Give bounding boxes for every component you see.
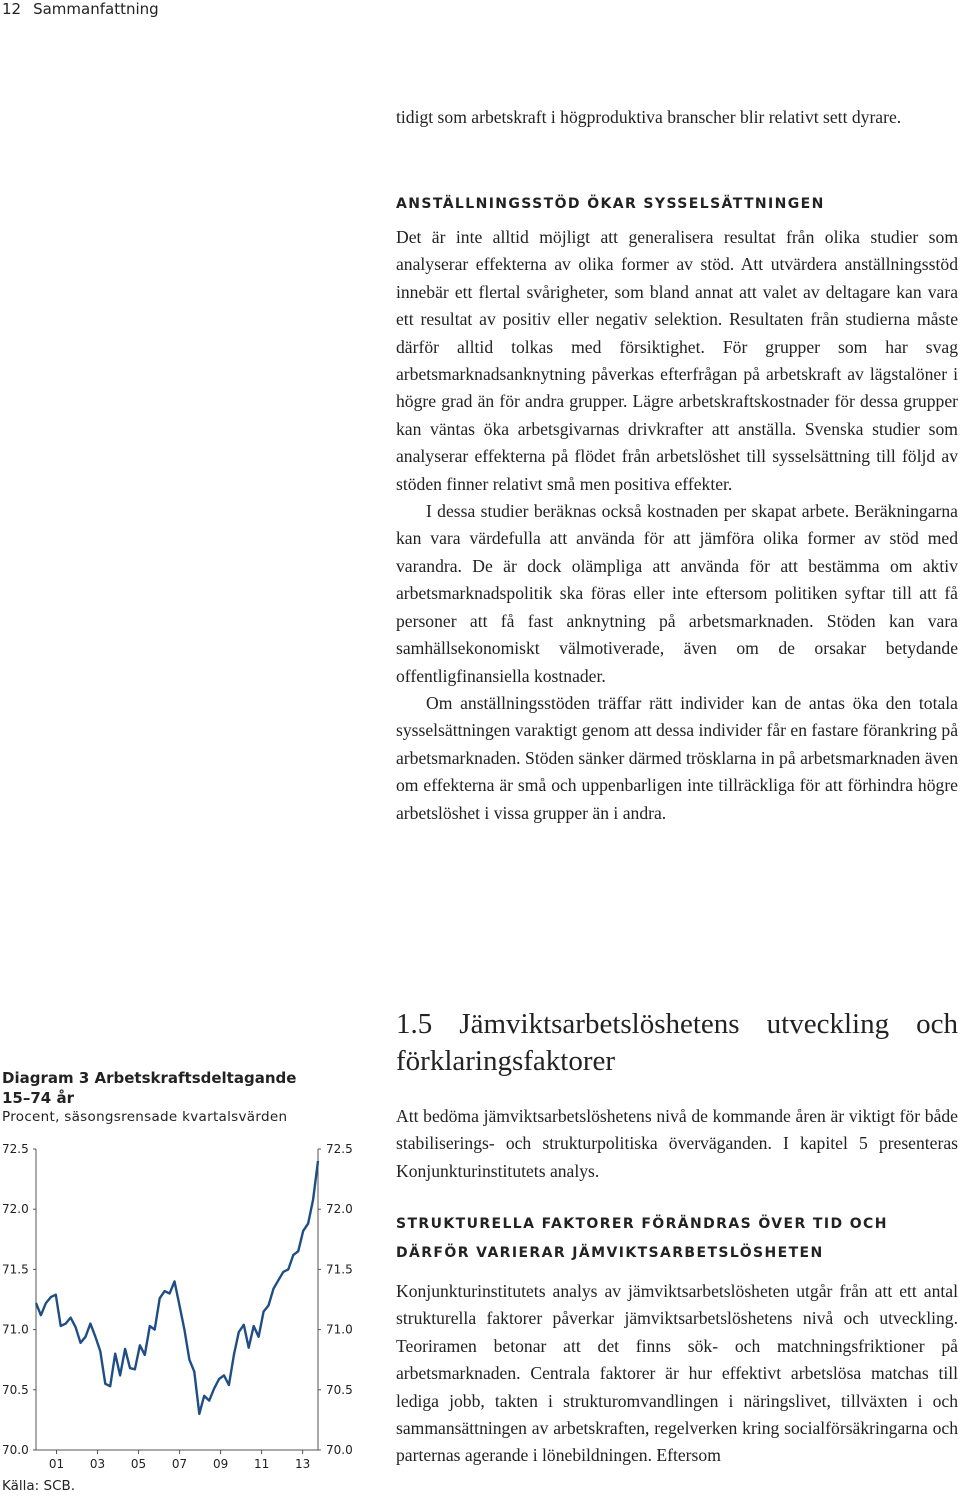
chapter-heading: 1.5 Jämviktsarbetslöshetens utveckling och förklaringsfaktorer — [396, 1008, 958, 1077]
y-tick-label-right: 72.0 — [326, 1202, 353, 1217]
y-tick-label-right: 70.0 — [326, 1443, 353, 1457]
intro-text: tidigt som arbetskraft i högproduktiva branscher blir relativt sett dyrare. — [396, 107, 902, 127]
paragraph: I dessa studier beräknas också kostnaden per skapat arbete. Beräkningarna kan vara värdefulla att använda för att jämföra olika former av stöd med varandra. De är dock olämpliga att använda för att bestämma om aktiv arbetsmarknadspolitik ska föras eller inte eftersom politiken syftar till att få personer att få fast anknytning på arbetsmarknaden. Stöden kan vara samhällsekonomiskt välmotiverade, även om de orsakar betydande offentligfinansiella kostnader. — [396, 501, 958, 686]
paragraph: Konjunkturinstitutets analys av jämviktsarbetslösheten utgår från att ett antal strukturella faktorer påverkar jämviktsarbetslöshetens nivå och utveckling. Teoriramen betonar att det finns sök- och matchningsfriktioner på arbetsmarknaden. Centrala faktorer är hur effektivt arbetslösa matchas till lediga jobb, takten i strukturomvandlingen i näringslivet, tillväxten i och sammansättningen av arbetskraften, regelverken kring socialförsäkringarna och parternas agerande i lönebildningen. Eftersom — [396, 1281, 958, 1466]
y-tick-label-left: 72.5 — [2, 1142, 29, 1156]
y-tick-label-left: 70.5 — [2, 1382, 29, 1397]
y-tick-label-left: 71.0 — [2, 1322, 29, 1337]
y-tick-label-left: 71.5 — [2, 1262, 29, 1277]
x-tick-label: 13 — [294, 1457, 311, 1471]
y-tick-label-right: 71.5 — [326, 1262, 353, 1277]
heading-line: DÄRFÖR VARIERAR JÄMVIKTSARBETSLÖSHETEN — [396, 1245, 824, 1261]
line-chart — [0, 1138, 370, 1473]
section-heading — [396, 1210, 958, 1268]
heading-line: STRUKTURELLA FAKTORER FÖRÄNDRAS ÖVER TID OCH — [396, 1216, 888, 1232]
y-tick-label-left: 70.0 — [2, 1443, 29, 1457]
section-heading: ANSTÄLLNINGSSTÖD ÖKAR SYSSELSÄTTNINGEN — [396, 196, 825, 212]
paragraph: Om anställningsstöden träffar rätt individer kan de antas öka den totala sysselsättningen varaktigt genom att dessa individer får en fastare förankring på arbetsmarknaden. Stöden sänker därmed trösklarna in på arbetsmarknaden även om effekterna är små och uppenbarligen inte tillräckliga för att förhindra högre arbetslöshet i vissa grupper än i andra. — [396, 692, 958, 823]
x-tick-label: 05 — [130, 1457, 147, 1471]
diagram-title: Diagram 3 Arbetskraftsdeltagande — [2, 1069, 297, 1087]
page-number: 12 — [2, 0, 22, 18]
series-line — [36, 1161, 318, 1414]
y-tick-label-right: 70.5 — [326, 1382, 353, 1397]
diagram-source: Källa: SCB. — [2, 1478, 76, 1494]
diagram-caption — [2, 1068, 362, 1126]
y-tick-label-right: 72.5 — [326, 1142, 353, 1156]
y-tick-label-left: 72.0 — [2, 1202, 29, 1217]
paragraph: Det är inte alltid möjligt att generalisera resultat från olika studier som analyserar effekterna av olika former av stöd. Att utvärdera anställningsstöd innebär ett flertal svårigheter, som bland annat att valet av deltagare kan vara ett resultat av positiv eller negativ selektion. Resultaten från studierna måste därför alltid tolkas med försiktighet. För grupper som har svag arbetsmarknadsanknytning påverkas efterfrågan på arbetskraft av lägstalöner i högre grad än för andra grupper. Lägre arbetskraftskostnader för dessa grupper kan väntas öka arbetsgivarnas drivkrafter att anställa. Svenska studier som analyserar effekterna på flödet från arbetslöshet till sysselsättning till följd av stöden finner relativt små men positiva effekter. — [396, 227, 958, 494]
x-tick-label: 07 — [171, 1457, 188, 1471]
x-tick-label: 03 — [89, 1457, 106, 1471]
x-tick-label: 09 — [212, 1457, 229, 1471]
page-header — [2, 0, 171, 18]
y-tick-label-right: 71.0 — [326, 1322, 353, 1337]
paragraph: Att bedöma jämviktsarbetslöshetens nivå de kommande åren är viktigt för både stabiliserings- och strukturpolitiska överväganden. I kapitel 5 presenteras Konjunkturinstitutets analys. — [396, 1106, 958, 1181]
intro-paragraph — [396, 104, 958, 131]
x-tick-label: 01 — [48, 1457, 65, 1471]
diagram-subtitle: Procent, säsongsrensade kvartalsvärden — [2, 1109, 288, 1125]
section-strukturella — [396, 1210, 958, 1470]
x-tick-label: 11 — [253, 1457, 270, 1471]
section-jamvikt — [396, 1006, 958, 1185]
section-anstallningsstod — [396, 190, 958, 827]
diagram-title-line2: 15–74 år — [2, 1089, 74, 1107]
section-name: Sammanfattning — [33, 0, 159, 18]
